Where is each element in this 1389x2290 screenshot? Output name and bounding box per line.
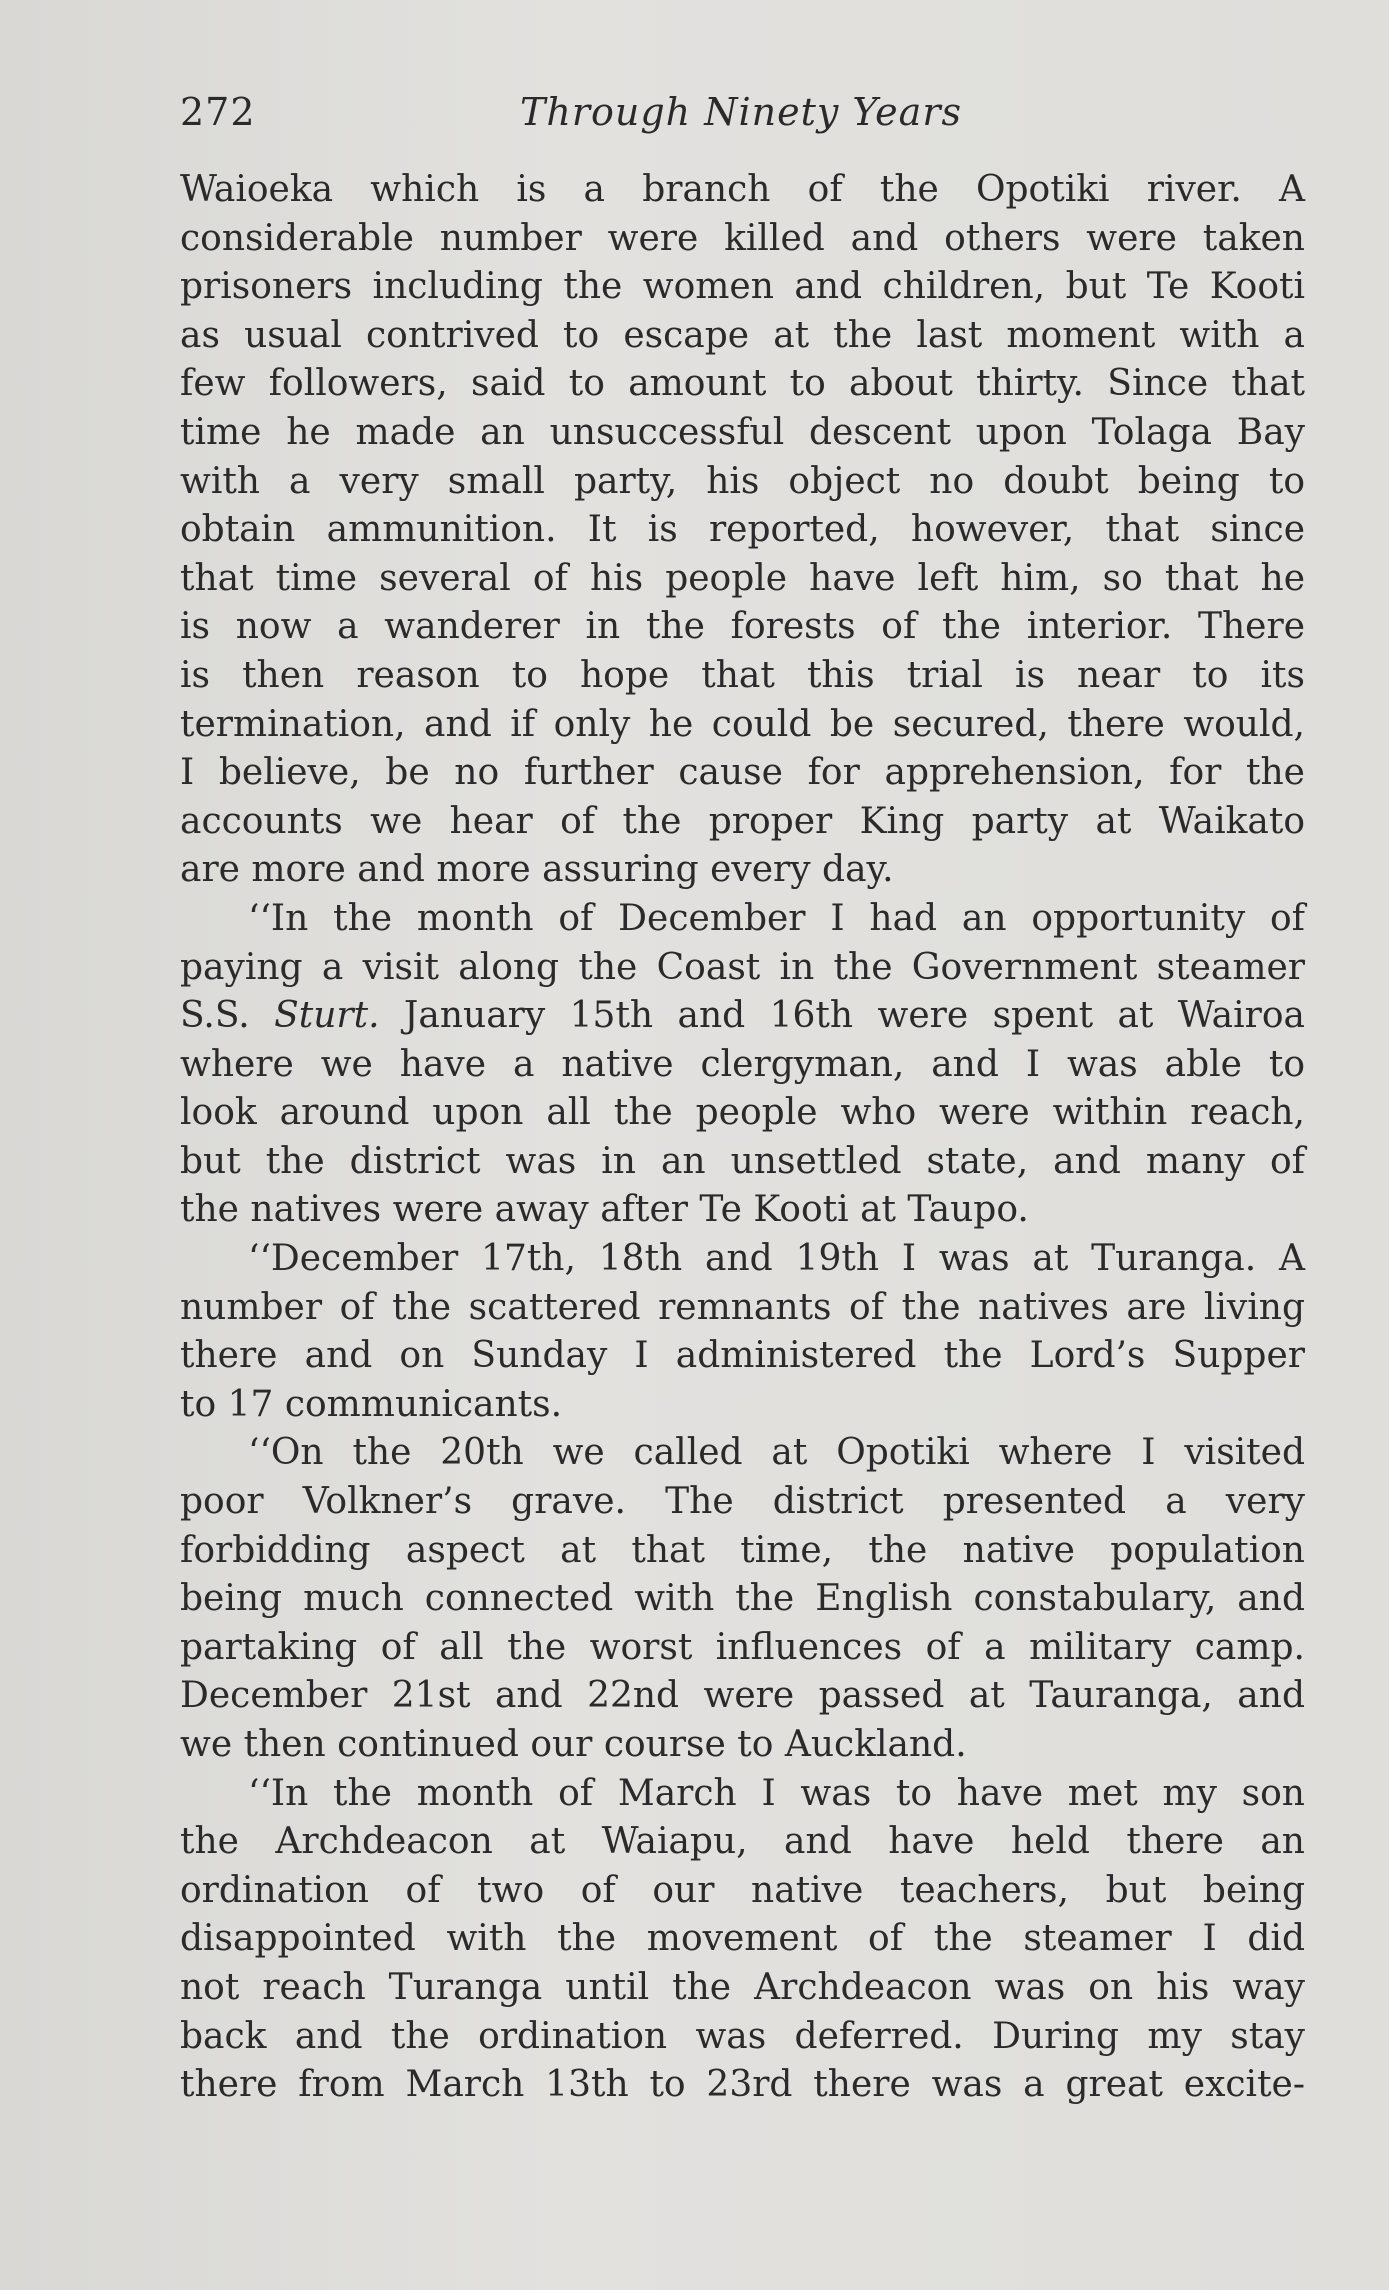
page-number: 272 — [180, 90, 256, 134]
text-line: prisoners including the women and children, but Te Kooti — [180, 266, 1305, 308]
text-line: December 21st and 22nd were passed at Tauranga, and — [180, 1675, 1305, 1717]
text-segment: January 15th and 16th were spent at Wairoa — [379, 995, 1306, 1037]
text-line: obtain ammunition. It is reported, however, that since — [180, 509, 1305, 551]
body-text — [180, 166, 1305, 2110]
running-title: Through Ninety Years — [520, 90, 962, 134]
ship-name: Sturt. — [274, 995, 380, 1037]
text-line: ordination of two of our native teachers, but being — [180, 1869, 1305, 1911]
text-line: there and on Sunday I administered the Lord’s Supper — [180, 1335, 1305, 1377]
text-line: where we have a native clergyman, and I was able to — [180, 1043, 1305, 1085]
text-line: partaking of all the worst influences of a military camp. — [180, 1626, 1305, 1668]
text-line: Waioeka which is a branch of the Opotiki river. A — [180, 169, 1305, 210]
text-line: paying a visit along the Coast in the Government steamer — [180, 946, 1305, 988]
text-line: number of the scattered remnants of the natives are living — [180, 1286, 1305, 1328]
text-segment: S.S. — [180, 995, 275, 1037]
text-line — [180, 992, 1305, 1041]
text-line: ‘‘In the month of December I had an opportunity of — [248, 897, 1305, 939]
text-line: but the district was in an unsettled state, and many of — [180, 1140, 1305, 1182]
text-line: I believe, be no further cause for apprehension, for the — [180, 752, 1305, 794]
page-header — [180, 90, 1300, 146]
text-line: we then continued our course to Auckland. — [180, 1724, 967, 1765]
text-line: is now a wanderer in the forests of the interior. There — [180, 606, 1305, 648]
text-line: termination, and if only he could be secured, there would, — [180, 703, 1305, 745]
text-line: few followers, said to amount to about thirty. Since that — [180, 363, 1305, 405]
text-line: to 17 communicants. — [180, 1383, 563, 1425]
text-line: accounts we hear of the proper King party at Waikato — [180, 800, 1305, 842]
text-line: look around upon all the people who were within reach, — [180, 1092, 1305, 1134]
text-line: being much connected with the English constabulary, and — [180, 1578, 1305, 1620]
text-line: the Archdeacon at Waiapu, and have held there an — [180, 1821, 1305, 1863]
text-line: ‘‘On the 20th we called at Opotiki where I visited — [248, 1432, 1305, 1474]
text-line: that time several of his people have left him, so that he — [180, 557, 1305, 599]
text-line: as usual contrived to escape at the last moment with a — [180, 314, 1305, 356]
text-line: not reach Turanga until the Archdeacon was on his way — [180, 1966, 1305, 2008]
text-line: ‘‘December 17th, 18th and 19th I was at Turanga. A — [248, 1238, 1305, 1280]
text-line: ‘‘In the month of March I was to have met my son — [248, 1772, 1305, 1814]
text-line: time he made an unsuccessful descent upon Tolaga Bay — [180, 411, 1305, 453]
text-line: are more and more assuring every day. — [180, 849, 894, 891]
text-line: forbidding aspect at that time, the native population — [180, 1529, 1305, 1571]
text-line: there from March 13th to 23rd there was a great excite- — [180, 2064, 1305, 2106]
text-line: considerable number were killed and others were taken — [180, 217, 1305, 259]
text-line: back and the ordination was deferred. During my stay — [180, 2015, 1305, 2057]
text-line: is then reason to hope that this trial is near to its — [180, 654, 1305, 696]
text-line: with a very small party, his object no doubt being to — [180, 460, 1305, 502]
text-line: poor Volkner’s grave. The district presented a very — [180, 1481, 1305, 1523]
text-line: disappointed with the movement of the steamer I did — [180, 1918, 1305, 1960]
text-line: the natives were away after Te Kooti at Taupo. — [180, 1189, 1029, 1231]
